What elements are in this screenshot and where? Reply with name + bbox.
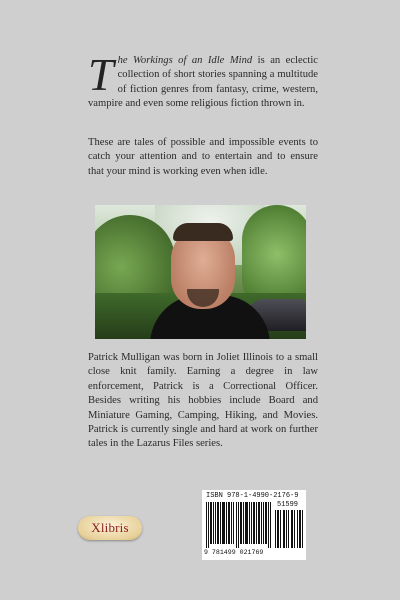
publisher-logo-text: Xlibris — [91, 520, 129, 535]
blurb-text: is an eclectic collection of short stories spanning a multitude of fiction genres from fantasy, crime, western, vampire and even some religious fiction thrown in. — [88, 55, 318, 110]
author-bio: Patrick Mulligan was born in Joliet Illinois to a small close knit family. Earning a degree in law enforcement, Patrick is a Correctional Officer. Besides writing his hobbies include Board and Miniature Gaming, Camping, Hiking, and Movies. Patrick is currently single and hard at work on further tales in the Lazarus Files series. — [88, 352, 318, 450]
book-title: he Workings of an Idle Mind — [117, 55, 253, 66]
barcode-supplement-number: 51599 — [277, 501, 299, 509]
ean-digits: 9 781499 021769 — [204, 549, 264, 556]
drop-cap: T — [88, 49, 114, 100]
isbn-barcode — [202, 490, 306, 560]
back-cover-blurb — [88, 49, 318, 112]
author-photo — [95, 205, 306, 339]
back-cover-tagline: These are tales of possible and impossible events to catch your attention and to entertain and to ensure that your mind is working even when idle. — [88, 137, 318, 177]
supplement-barcode-bars — [275, 510, 303, 548]
ean-barcode-bars — [206, 502, 272, 548]
isbn-label: ISBN 978-1-4990-2176-9 — [206, 492, 299, 500]
publisher-logo — [78, 516, 142, 540]
